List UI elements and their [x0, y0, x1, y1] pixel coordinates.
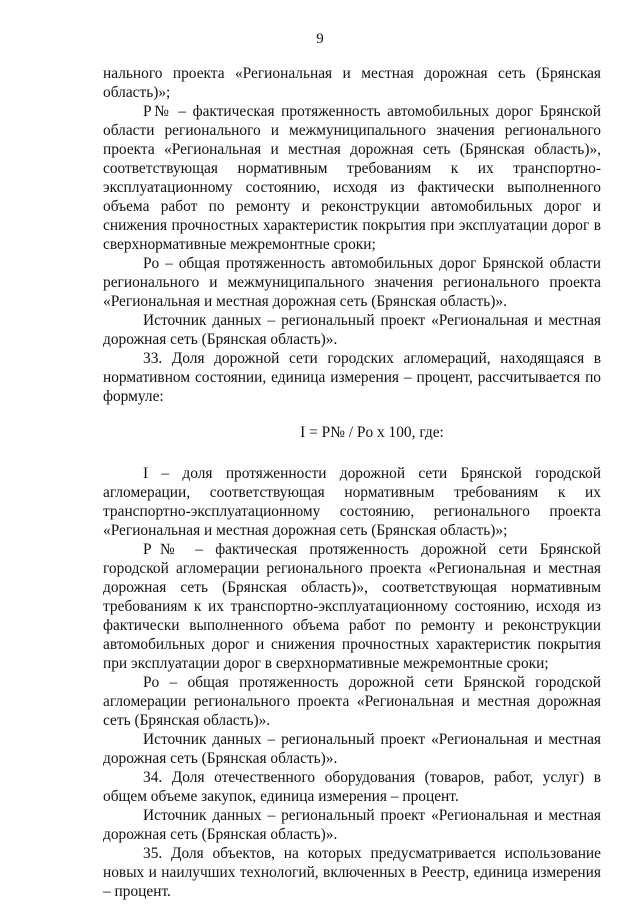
paragraph-data-source: Источник данных – региональный проект «Региональная и местная дорожная сеть (Брянская область)».	[103, 312, 601, 348]
formula: I = P№ / Pо х 100, где:	[300, 424, 444, 441]
paragraph-continuation: нального проекта «Региональная и местная дорожная сеть (Брянская область)»;	[103, 65, 601, 101]
document-body	[103, 64, 601, 901]
paragraph-i-definition: I – доля протяженности дорожной сети Брянской городской агломерации, соответствующая нормативным требованиям к их транспортно-эксплуатационному состоянию, регионального проекта «Региональная и местная дорожная сеть (Брянская область)»;	[103, 465, 601, 539]
paragraph-po-definition: Pо – общая протяженность автомобильных дорог Брянской области регионального и межмуниципального значения регионального проекта «Региональная и местная дорожная сеть (Брянская область)».	[103, 255, 601, 310]
paragraph-pn-definition: P№ – фактическая протяженность автомобильных дорог Брянской области регионального и межмуниципального значения регионального проекта «Региональная и местная дорожная сеть (Брянская область)», соответствующая нормативным требованиям к их транспортно-эксплуатационному состоянию, исходя из фактически выполненного объема работ по ремонту и реконструкции автомобильных дорог и снижения прочностных характеристик покрытия при эксплуатации дорог в сверхнормативные межремонтные сроки;	[103, 103, 601, 253]
paragraph-data-source: Источник данных – региональный проект «Региональная и местная дорожная сеть (Брянская область)».	[103, 807, 601, 843]
page-number: 9	[316, 31, 324, 47]
paragraph-item-33: 33. Доля дорожной сети городских агломераций, находящаяся в нормативном состоянии, единица измерения – процент, рассчитывается по формуле:	[103, 350, 601, 405]
paragraph-pn-agglomeration-definition: P№ – фактическая протяженность дорожной сети Брянской городской агломерации регионального проекта «Региональная и местная дорожная сеть (Брянская область)», соответствующая нормативным требованиям к их транспортно-эксплуатационному состоянию, исходя из фактически выполненного объема работ по ремонту и реконструкции автомобильных дорог и снижения прочностных характеристик покрытия при эксплуатации дорог в сверхнормативные межремонтные сроки;	[103, 541, 601, 672]
paragraph-po-agglomeration-definition: Pо – общая протяженность дорожной сети Брянской городской агломерации регионального проекта «Региональная и местная дорожная сеть (Брянская область)».	[103, 674, 601, 729]
paragraph-data-source: Источник данных – региональный проект «Региональная и местная дорожная сеть (Брянская область)».	[103, 731, 601, 767]
paragraph-item-34: 34. Доля отечественного оборудования (товаров, работ, услуг) в общем объеме закупок, единица измерения – процент.	[103, 769, 601, 805]
paragraph-item-35: 35. Доля объектов, на которых предусматривается использование новых и наилучших технологий, включенных в Реестр, единица измерения – процент.	[103, 845, 601, 900]
